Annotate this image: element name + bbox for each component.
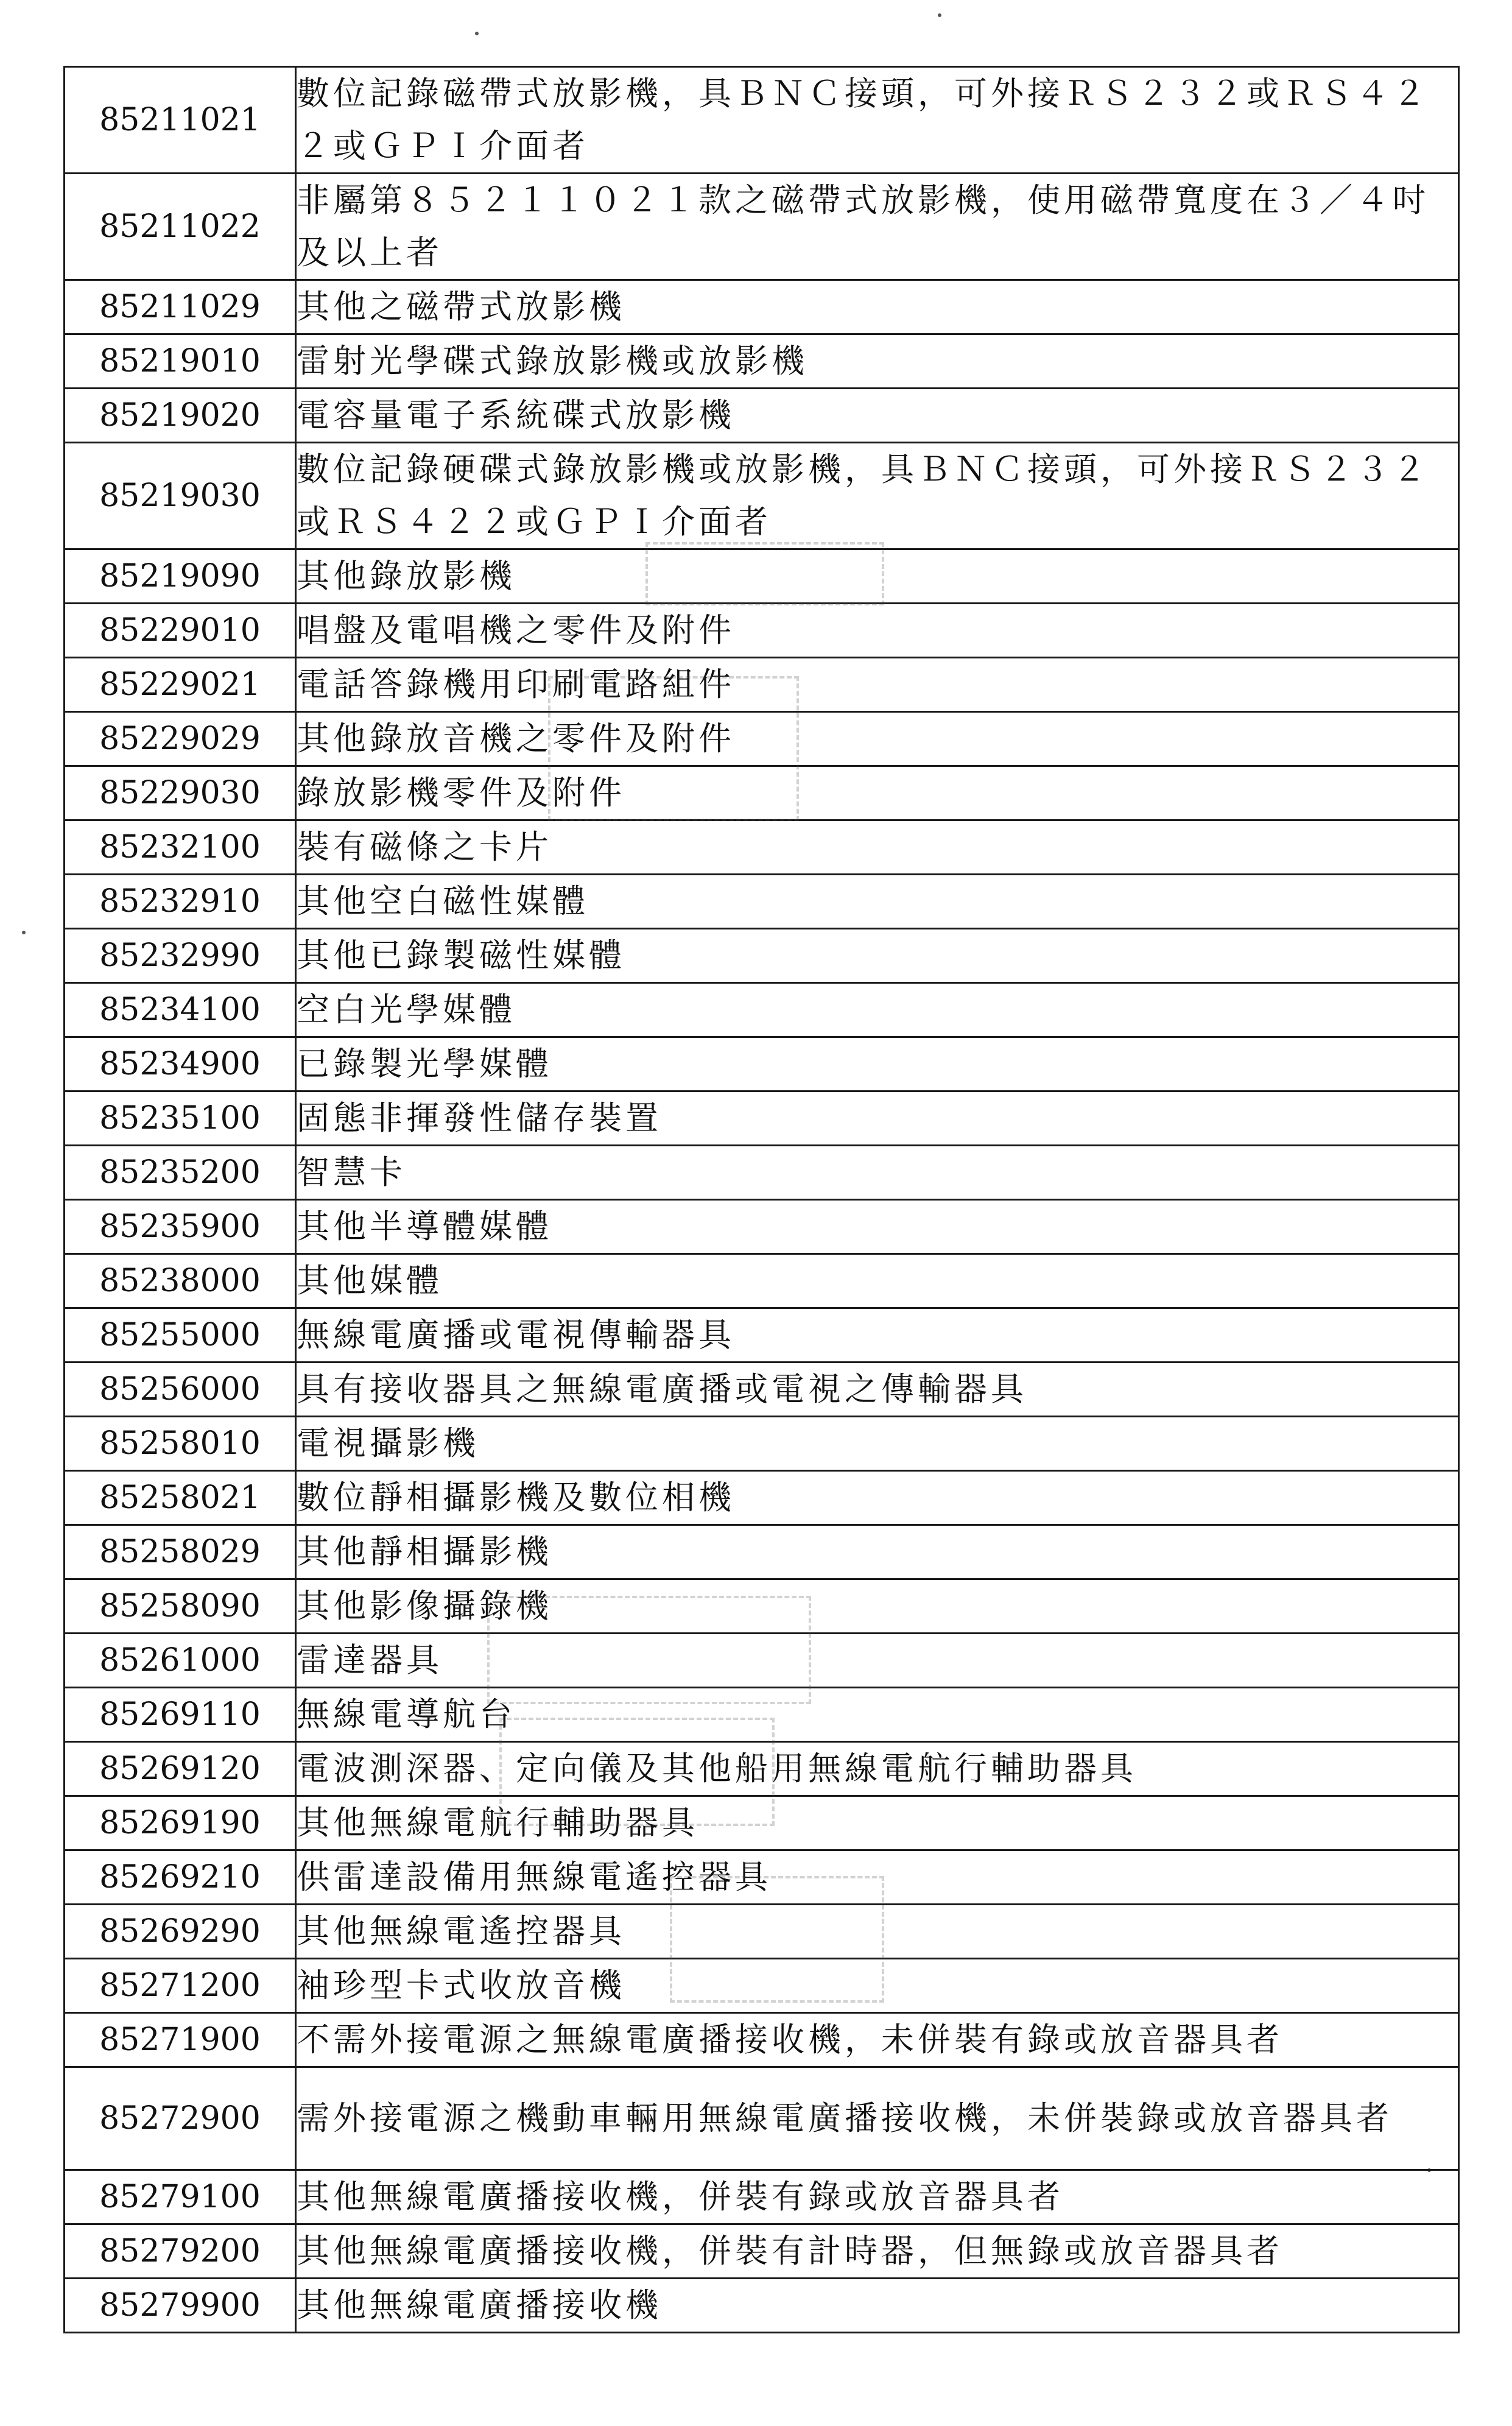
table-row (65, 929, 1459, 983)
item-description: 雷達器具 (296, 1634, 1459, 1688)
tariff-code: 85235200 (65, 1146, 296, 1200)
item-description: 供雷達設備用無線電遙控器具 (296, 1850, 1459, 1905)
table-row (65, 1363, 1459, 1417)
table-row (65, 1254, 1459, 1308)
tariff-code: 85269290 (65, 1905, 296, 1959)
scan-speck (938, 13, 941, 17)
table-row (65, 875, 1459, 929)
table-row (65, 1905, 1459, 1959)
tariff-code: 85279200 (65, 2224, 296, 2279)
tariff-code: 85232100 (65, 820, 296, 875)
table-row (65, 712, 1459, 766)
tariff-code: 85271200 (65, 1959, 296, 2013)
tariff-code: 85279100 (65, 2170, 296, 2224)
item-description: 雷射光學碟式錄放影機或放影機 (296, 334, 1459, 389)
tariff-code: 85269120 (65, 1742, 296, 1796)
tariff-code: 85219090 (65, 549, 296, 604)
tariff-code: 85258029 (65, 1525, 296, 1579)
item-description: 其他無線電航行輔助器具 (296, 1796, 1459, 1850)
item-description: 錄放影機零件及附件 (296, 766, 1459, 820)
tariff-code: 85229021 (65, 658, 296, 712)
tariff-code: 85258021 (65, 1471, 296, 1525)
item-description: 數位靜相攝影機及數位相機 (296, 1471, 1459, 1525)
table-row (65, 983, 1459, 1037)
tariff-code: 85271900 (65, 2013, 296, 2067)
item-description: 數位記錄硬碟式錄放影機或放影機，具ＢＮＣ接頭，可外接ＲＳ２３２或ＲＳ４２２或ＧＰＩ介面者 (296, 443, 1459, 549)
item-description: 需外接電源之機動車輛用無線電廣播接收機，未併裝錄或放音器具者 (296, 2067, 1459, 2170)
item-description: 已錄製光學媒體 (296, 1037, 1459, 1091)
table-row (65, 658, 1459, 712)
item-description: 其他錄放音機之零件及附件 (296, 712, 1459, 766)
tariff-code: 85255000 (65, 1308, 296, 1363)
item-description: 固態非揮發性儲存裝置 (296, 1091, 1459, 1146)
table-row (65, 389, 1459, 443)
item-description: 其他之磁帶式放影機 (296, 280, 1459, 334)
table-row (65, 174, 1459, 280)
tariff-code: 85211029 (65, 280, 296, 334)
table-row (65, 1525, 1459, 1579)
tariff-code: 85229030 (65, 766, 296, 820)
item-description: 唱盤及電唱機之零件及附件 (296, 604, 1459, 658)
tariff-code: 85272900 (65, 2067, 296, 2170)
table-row (65, 1796, 1459, 1850)
tariff-code: 85269110 (65, 1688, 296, 1742)
item-description: 其他影像攝錄機 (296, 1579, 1459, 1634)
scan-speck (22, 931, 26, 934)
table-row (65, 1471, 1459, 1525)
table-row (65, 1037, 1459, 1091)
item-description: 空白光學媒體 (296, 983, 1459, 1037)
item-description: 其他無線電遙控器具 (296, 1905, 1459, 1959)
item-description: 非屬第８５２１１０２１款之磁帶式放影機，使用磁帶寬度在３／４吋及以上者 (296, 174, 1459, 280)
table-row (65, 334, 1459, 389)
table-row (65, 67, 1459, 174)
item-description: 電視攝影機 (296, 1417, 1459, 1471)
item-description: 其他無線電廣播接收機，併裝有錄或放音器具者 (296, 2170, 1459, 2224)
tariff-code-table (63, 66, 1460, 2333)
tariff-code: 85235900 (65, 1200, 296, 1254)
item-description: 其他半導體媒體 (296, 1200, 1459, 1254)
tariff-code: 85269190 (65, 1796, 296, 1850)
table-row (65, 2170, 1459, 2224)
tariff-code: 85238000 (65, 1254, 296, 1308)
table-row (65, 1959, 1459, 2013)
tariff-code: 85269210 (65, 1850, 296, 1905)
item-description: 裝有磁條之卡片 (296, 820, 1459, 875)
table-row (65, 1308, 1459, 1363)
table-row (65, 2224, 1459, 2279)
tariff-code: 85219020 (65, 389, 296, 443)
item-description: 其他空白磁性媒體 (296, 875, 1459, 929)
item-description: 電容量電子系統碟式放影機 (296, 389, 1459, 443)
table-row (65, 1688, 1459, 1742)
tariff-code: 85234100 (65, 983, 296, 1037)
table-row (65, 280, 1459, 334)
tariff-code: 85219030 (65, 443, 296, 549)
tariff-code: 85229029 (65, 712, 296, 766)
item-description: 無線電導航台 (296, 1688, 1459, 1742)
tariff-code: 85229010 (65, 604, 296, 658)
item-description: 其他已錄製磁性媒體 (296, 929, 1459, 983)
tariff-code: 85234900 (65, 1037, 296, 1091)
item-description: 其他無線電廣播接收機，併裝有計時器，但無錄或放音器具者 (296, 2224, 1459, 2279)
item-description: 無線電廣播或電視傳輸器具 (296, 1308, 1459, 1363)
item-description: 其他無線電廣播接收機 (296, 2279, 1459, 2333)
tariff-code: 85232910 (65, 875, 296, 929)
table-row (65, 1200, 1459, 1254)
table-row (65, 549, 1459, 604)
table-row (65, 1417, 1459, 1471)
item-description: 其他媒體 (296, 1254, 1459, 1308)
tariff-code: 85279900 (65, 2279, 296, 2333)
tariff-code: 85211021 (65, 67, 296, 174)
item-description: 其他靜相攝影機 (296, 1525, 1459, 1579)
table-row (65, 1579, 1459, 1634)
table-row (65, 443, 1459, 549)
table-row (65, 1091, 1459, 1146)
item-description: 電話答錄機用印刷電路組件 (296, 658, 1459, 712)
table-row (65, 2067, 1459, 2170)
tariff-code: 85235100 (65, 1091, 296, 1146)
table-row (65, 820, 1459, 875)
item-description: 不需外接電源之無線電廣播接收機，未併裝有錄或放音器具者 (296, 2013, 1459, 2067)
tariff-code: 85211022 (65, 174, 296, 280)
item-description: 具有接收器具之無線電廣播或電視之傳輸器具 (296, 1363, 1459, 1417)
item-description: 袖珍型卡式收放音機 (296, 1959, 1459, 2013)
scan-speck (475, 32, 479, 35)
tariff-code: 85261000 (65, 1634, 296, 1688)
table-row (65, 766, 1459, 820)
tariff-code: 85258090 (65, 1579, 296, 1634)
table-row (65, 2279, 1459, 2333)
table-row (65, 2013, 1459, 2067)
tariff-code: 85219010 (65, 334, 296, 389)
tariff-code: 85258010 (65, 1417, 296, 1471)
table-row (65, 604, 1459, 658)
table-row (65, 1634, 1459, 1688)
table-row (65, 1850, 1459, 1905)
item-description: 智慧卡 (296, 1146, 1459, 1200)
table-row (65, 1742, 1459, 1796)
tariff-code: 85256000 (65, 1363, 296, 1417)
table-row (65, 1146, 1459, 1200)
item-description: 數位記錄磁帶式放影機，具ＢＮＣ接頭，可外接ＲＳ２３２或ＲＳ４２２或ＧＰＩ介面者 (296, 67, 1459, 174)
item-description: 電波測深器、定向儀及其他船用無線電航行輔助器具 (296, 1742, 1459, 1796)
item-description: 其他錄放影機 (296, 549, 1459, 604)
tariff-code: 85232990 (65, 929, 296, 983)
